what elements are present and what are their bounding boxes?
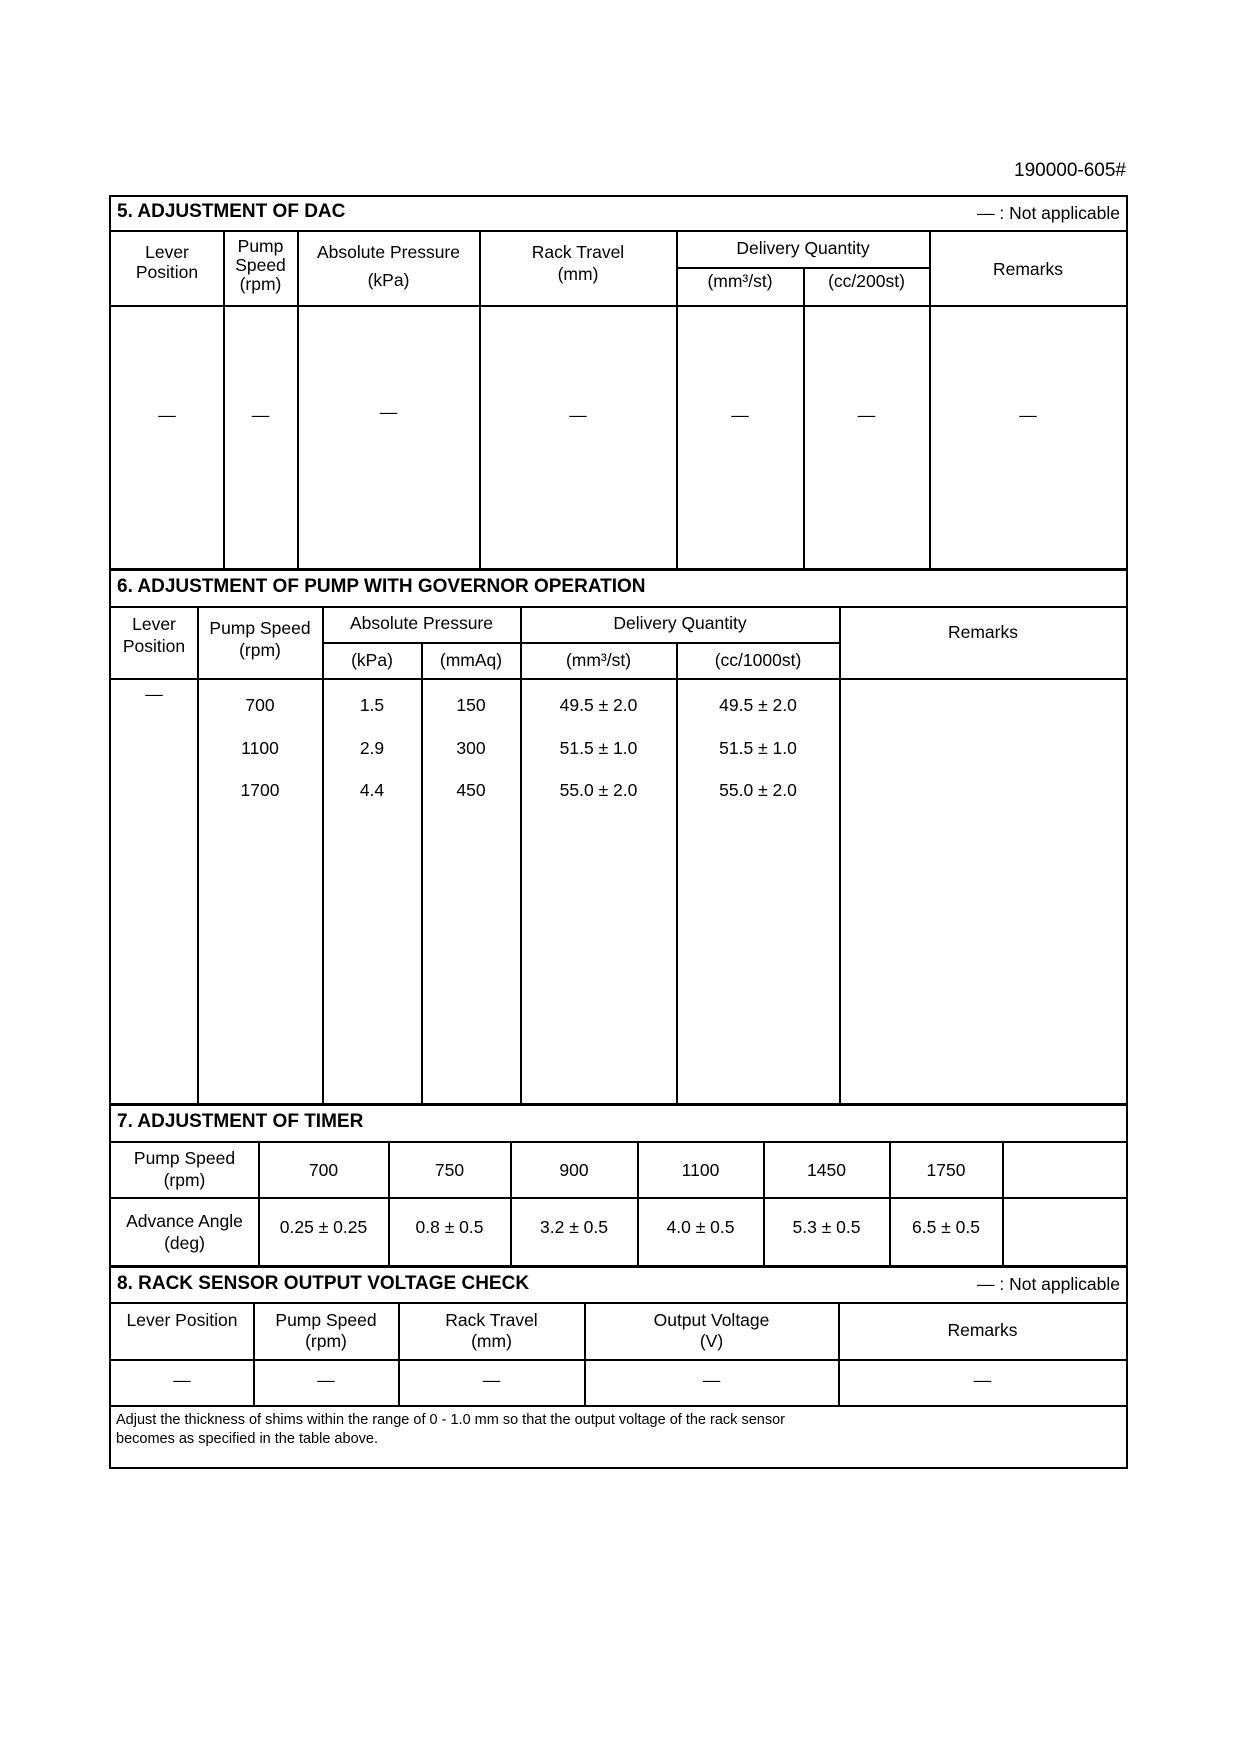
- rule: [109, 1359, 1128, 1361]
- section-divider: [109, 1103, 1128, 1106]
- dash-rack: —: [569, 405, 587, 425]
- header-pressure-unit-kpa: (kPa): [351, 650, 393, 670]
- timer-speed: 1750: [926, 1160, 966, 1180]
- header-pump-speed-unit: (rpm): [305, 1331, 347, 1351]
- row-label-advance-angle: Advance Angle: [126, 1211, 243, 1231]
- header-output-voltage-unit: (V): [699, 1331, 724, 1351]
- not-applicable-legend: — : Not applicable: [977, 1274, 1120, 1294]
- cell-speed: 1700: [240, 780, 280, 800]
- dash-delivery-cc: —: [857, 405, 876, 425]
- dash-voltage: —: [702, 1370, 721, 1390]
- header-lever: Position: [135, 262, 199, 282]
- rule: [929, 230, 931, 569]
- row-label-pump-speed: Pump Speed: [133, 1148, 236, 1168]
- rule: [838, 1302, 840, 1406]
- cell-delivery-mm3: 51.5 ± 1.0: [559, 738, 638, 758]
- shim-note-line-1: Adjust the thickness of shims within the range of 0 - 1.0 mm so that the output voltage of the rack sensor: [116, 1412, 785, 1428]
- header-pump-speed: Pump Speed: [275, 1310, 377, 1330]
- timer-speed: 750: [434, 1160, 465, 1180]
- rule: [109, 230, 1128, 232]
- dash-remarks: —: [973, 1370, 992, 1390]
- header-remarks: Remarks: [947, 1320, 1018, 1340]
- cell-kpa: 4.4: [359, 780, 385, 800]
- header-rack-travel: Rack Travel: [531, 242, 625, 262]
- not-applicable-legend: — : Not applicable: [977, 203, 1120, 223]
- header-lever: Lever: [132, 614, 176, 634]
- cell-kpa: 1.5: [359, 695, 385, 715]
- cell-mmaq: 150: [456, 695, 486, 715]
- header-absolute-pressure: Absolute Pressure: [317, 242, 460, 262]
- section-5-title: 5. ADJUSTMENT OF DAC: [117, 201, 346, 222]
- timer-speed: 1450: [807, 1160, 846, 1180]
- header-pressure-unit-mmaq: (mmAq): [439, 650, 503, 670]
- header-pump-speed: Pump: [237, 236, 284, 256]
- dash-remarks: —: [1019, 405, 1037, 425]
- header-delivery-quantity: Delivery Quantity: [613, 613, 747, 633]
- header-pump-speed: Speed: [235, 255, 286, 275]
- cell-delivery-mm3: 55.0 ± 2.0: [559, 780, 638, 800]
- cell-delivery-cc: 49.5 ± 2.0: [719, 695, 797, 715]
- dash-speed: —: [317, 1370, 335, 1390]
- header-rack-travel-unit: (mm): [557, 264, 599, 284]
- rule: [109, 678, 1128, 680]
- rule: [197, 606, 199, 1104]
- header-delivery-unit-cc: (cc/200st): [828, 271, 905, 291]
- section-8-title: 8. RACK SENSOR OUTPUT VOLTAGE CHECK: [117, 1273, 530, 1294]
- dash-lever: —: [173, 1370, 191, 1390]
- header-pump-speed: Pump Speed: [209, 618, 311, 638]
- dash-lever: —: [158, 405, 176, 425]
- cell-speed: 700: [245, 695, 275, 715]
- timer-speed: 1100: [681, 1160, 720, 1180]
- section-divider: [109, 1265, 1128, 1268]
- timer-angle: 5.3 ± 0.5: [792, 1217, 861, 1237]
- header-lever-position: Lever Position: [126, 1310, 238, 1330]
- header-delivery-unit-mm3: (mm³/st): [707, 271, 773, 291]
- dash-rack: —: [482, 1370, 501, 1390]
- rule: [109, 1302, 1128, 1304]
- header-pump-speed-unit: (rpm): [239, 640, 281, 660]
- rule: [109, 305, 1128, 307]
- timer-speed: 900: [559, 1160, 589, 1180]
- rule: [839, 606, 841, 1104]
- row-label-pump-speed-unit: (rpm): [163, 1170, 206, 1190]
- cell-mmaq: 450: [456, 780, 486, 800]
- timer-angle: 4.0 ± 0.5: [666, 1217, 735, 1237]
- header-remarks: Remarks: [947, 622, 1018, 642]
- rule: [109, 1141, 1128, 1143]
- cell-mmaq: 300: [456, 738, 486, 758]
- document-number: 190000-605#: [1014, 160, 1126, 181]
- cell-speed: 1100: [241, 738, 279, 758]
- rule: [109, 1405, 1128, 1407]
- header-delivery-unit-cc: (cc/1000st): [714, 650, 802, 670]
- rule: [520, 606, 522, 1104]
- rule: [109, 606, 1128, 608]
- rule: [109, 1197, 1128, 1199]
- section-divider: [109, 568, 1128, 571]
- dash-lever: —: [145, 684, 163, 704]
- cell-kpa: 2.9: [359, 738, 385, 758]
- header-rack-travel: Rack Travel: [445, 1310, 538, 1330]
- cell-delivery-mm3: 49.5 ± 2.0: [559, 695, 638, 715]
- dash-pressure: —: [379, 402, 398, 422]
- header-absolute-pressure: Absolute Pressure: [350, 613, 493, 633]
- cell-delivery-cc: 55.0 ± 2.0: [719, 780, 797, 800]
- timer-angle: 0.8 ± 0.5: [415, 1217, 484, 1237]
- cell-delivery-cc: 51.5 ± 1.0: [719, 738, 797, 758]
- header-output-voltage: Output Voltage: [653, 1310, 770, 1330]
- timer-speed: 700: [308, 1160, 339, 1180]
- header-delivery-unit-mm3: (mm³/st): [565, 650, 632, 670]
- dash-speed: —: [251, 405, 270, 425]
- dash-delivery-mm3: —: [731, 405, 749, 425]
- rule: [322, 642, 839, 644]
- section-6-title: 6. ADJUSTMENT OF PUMP WITH GOVERNOR OPERATION: [117, 576, 646, 597]
- timer-angle: 3.2 ± 0.5: [540, 1217, 608, 1237]
- header-delivery-quantity: Delivery Quantity: [736, 238, 870, 258]
- header-remarks: Remarks: [992, 259, 1063, 279]
- rule: [1002, 1141, 1004, 1266]
- shim-note-line-2: becomes as specified in the table above.: [116, 1431, 378, 1447]
- timer-angle: 0.25 ± 0.25: [279, 1217, 368, 1237]
- header-pump-speed-unit: (rpm): [239, 274, 282, 294]
- header-lever: Lever: [145, 242, 189, 262]
- section-7-title: 7. ADJUSTMENT OF TIMER: [117, 1111, 364, 1132]
- row-label-advance-angle-unit: (deg): [164, 1233, 205, 1253]
- header-lever: Position: [122, 636, 186, 656]
- header-rack-travel-unit: (mm): [471, 1331, 512, 1351]
- timer-angle: 6.5 ± 0.5: [912, 1217, 980, 1237]
- header-absolute-pressure-unit: (kPa): [367, 270, 410, 290]
- rule: [322, 606, 324, 1104]
